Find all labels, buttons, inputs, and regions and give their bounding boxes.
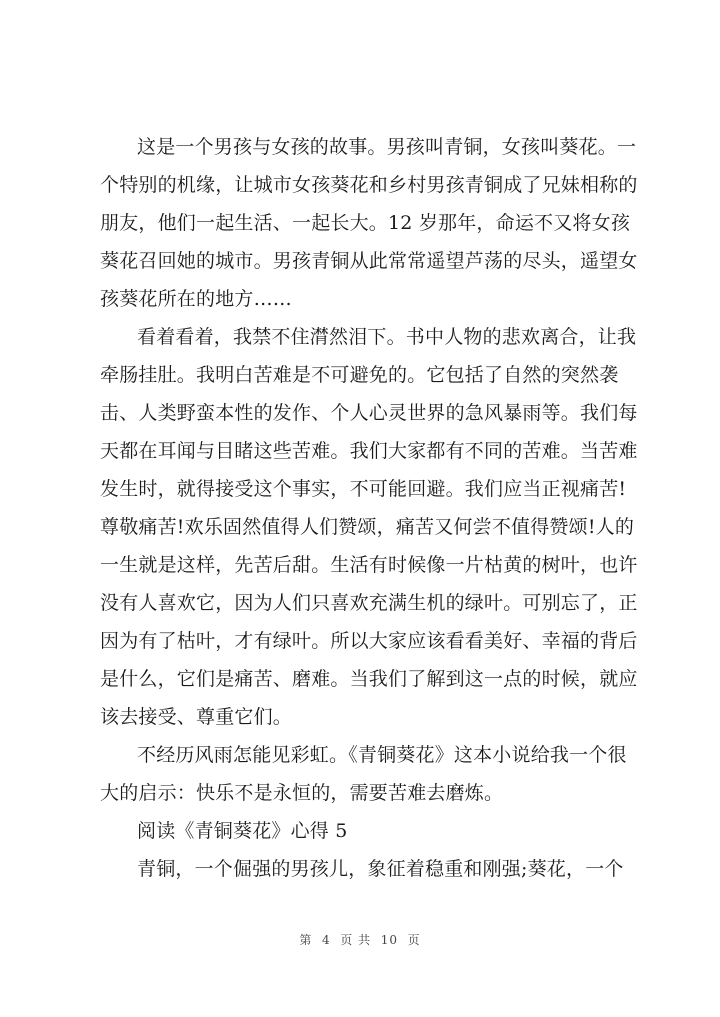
section-heading: 阅读《青铜葵花》心得 5 [137,820,348,842]
text-line: 一生就是这样，先苦后甜。生活有时候像一片枯黄的树叶，也许 [100,554,638,576]
text-line: 这是一个男孩与女孩的故事。男孩叫青铜，女孩叫葵花。一 [137,136,637,158]
text-line: 是什么，它们是痛苦、磨难。当我们了解到这一点的时候，就应 [100,668,638,690]
text-line: 个特别的机缘，让城市女孩葵花和乡村男孩青铜成了兄妹相称的 [100,174,638,196]
text-line: 不经历风雨怎能见彩虹。《青铜葵花》这本小说给我一个很 [137,744,627,766]
text-line: 青铜，一个倔强的男孩儿，象征着稳重和刚强;葵花，一个 [137,858,624,880]
text-line: 牵肠挂肚。我明白苦难是不可避免的。它包括了自然的突然袭 [100,364,619,386]
text-line: 因为有了枯叶，才有绿叶。所以大家应该看看美好、幸福的背后 [100,630,638,652]
text-line: 没有人喜欢它，因为人们只喜欢充满生机的绿叶。可别忘了，正 [100,592,638,614]
text-line: 看着看着，我禁不住潸然泪下。书中人物的悲欢离合，让我 [137,326,637,348]
text-line: 击、人类野蛮本性的发作、个人心灵世界的急风暴雨等。我们每 [100,402,638,424]
text-line: 尊敬痛苦!欢乐固然值得人们赞颂，痛苦又何尝不值得赞颂!人的 [100,516,635,538]
page-number-footer: 第 4 页 共 10 页 [299,933,421,947]
text-line: 该去接受、尊重它们。 [100,706,293,728]
text-line: 孩葵花所在的地方…… [100,288,293,310]
text-line: 发生时，就得接受这个事实，不可能回避。我们应当正视痛苦! [100,478,627,500]
text-line: 大的启示：快乐不是永恒的，需要苦难去磨炼。 [100,782,504,804]
text-line: 葵花召回她的城市。男孩青铜从此常常遥望芦荡的尽头，遥望女 [100,250,638,272]
text-line: 朋友，他们一起生活、一起长大。12 岁那年，命运不又将女孩 [100,212,631,234]
text-line: 天都在耳闻与目睹这些苦难。我们大家都有不同的苦难。当苦难 [100,440,638,462]
